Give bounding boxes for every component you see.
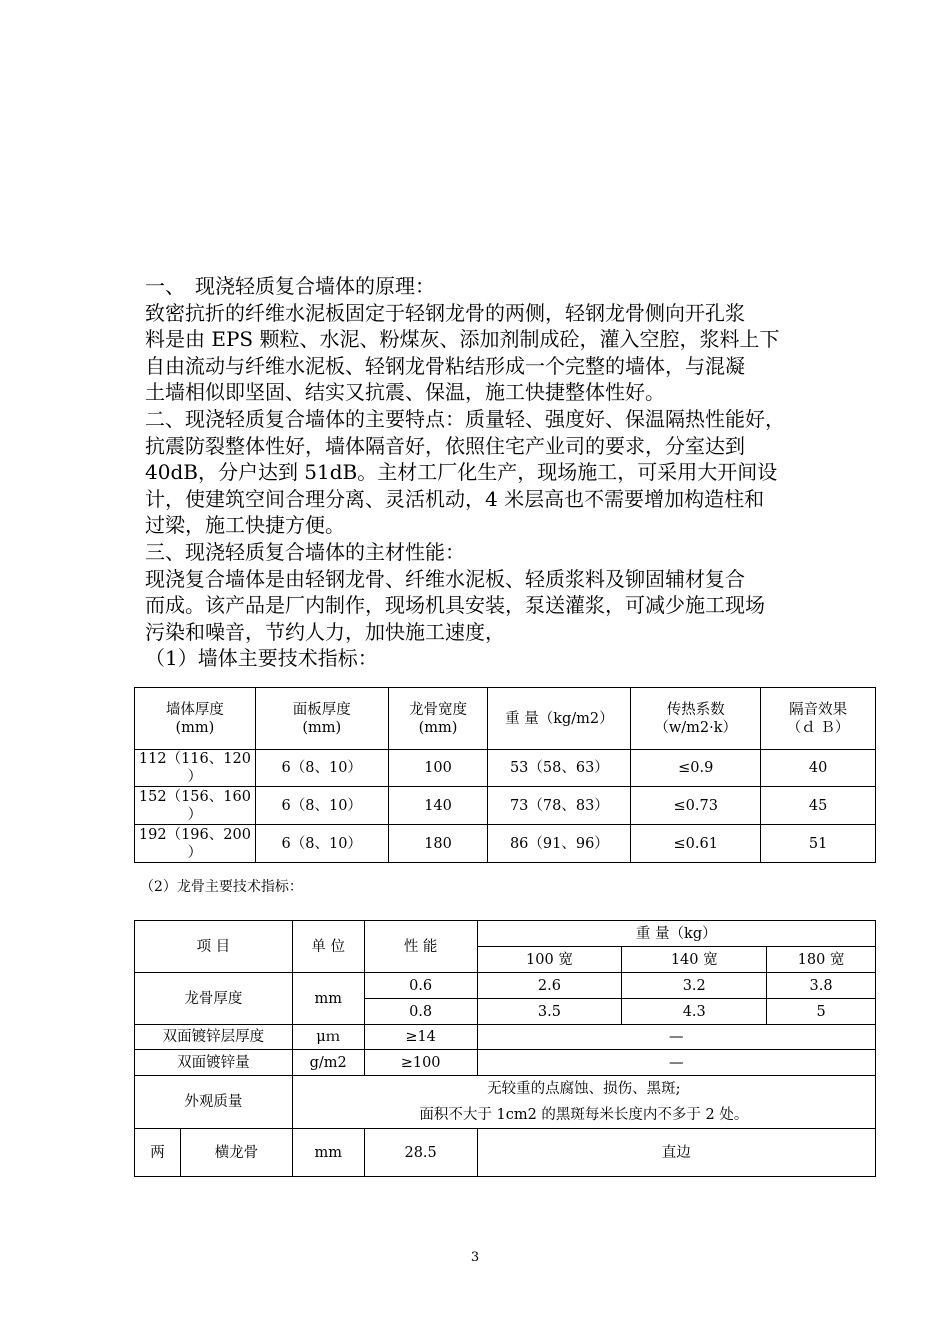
header-cell: 性 能: [364, 921, 477, 973]
table-cell: 112（116、120 ）: [135, 750, 256, 787]
header-cell: 传热系数 （w/m2·k）: [631, 688, 761, 750]
table-cell: 53（58、63）: [488, 750, 631, 787]
table-cell: 无较重的点腐蚀、损伤、黑斑; 面积不大于 1cm2 的黑斑每米长度内不多于 2 处。: [292, 1076, 875, 1129]
table-cell: g/m2: [292, 1050, 364, 1076]
table-cell: 双面镀锌层厚度: [135, 1025, 293, 1050]
table-row: [135, 1129, 876, 1177]
table-row: [135, 750, 876, 787]
header-cell: 面板厚度 (mm): [255, 688, 388, 750]
paragraph-line: 计，使建筑空间合理分离、灵活机动，4 米层高也不需要增加构造柱和: [145, 486, 765, 511]
table-cell: 140: [388, 787, 488, 825]
section-heading-3: 三、现浇轻质复合墙体的主材性能：: [145, 539, 465, 564]
table-cell: 192（196、200 ）: [135, 825, 256, 863]
table-cell: 横龙骨: [180, 1129, 292, 1177]
table-cell: 外观质量: [135, 1076, 293, 1129]
header-cell: 重 量（kg/m2）: [488, 688, 631, 750]
paragraph-line: 土墙相似即坚固、结实又抗震、保温，施工快捷整体性好。: [145, 380, 665, 405]
table-header-row: [135, 688, 876, 750]
paragraph-line: 抗震防裂整体性好，墙体隔音好，依照住宅产业司的要求，分室达到: [145, 433, 745, 458]
table-cell: 180: [388, 825, 488, 863]
table-cell: ≥100: [364, 1050, 477, 1076]
table-row: [135, 973, 876, 999]
table-cell: mm: [292, 1129, 364, 1177]
page-number: 3: [470, 1250, 480, 1265]
table-cell: 28.5: [364, 1129, 477, 1177]
section-heading-2: 二、现浇轻质复合墙体的主要特点：质量轻、强度好、保温隔热性能好，: [145, 406, 785, 431]
table-cell: ≤0.9: [631, 750, 761, 787]
table-cell: 3.5: [477, 999, 622, 1025]
header-cell: 140 宽: [622, 947, 767, 973]
table-cell: 龙骨厚度: [135, 973, 293, 1025]
table-cell: 3.2: [622, 973, 767, 999]
table-cell: 6（8、10）: [255, 825, 388, 863]
table-cell: —: [477, 1050, 875, 1076]
table-row: [135, 825, 876, 863]
header-cell: 项 目: [135, 921, 293, 973]
table-cell: 3.8: [767, 973, 876, 999]
table-cell: 0.8: [364, 999, 477, 1025]
table-cell: 6（8、10）: [255, 787, 388, 825]
header-cell: 龙骨宽度 (mm): [388, 688, 488, 750]
table-cell: ≤0.73: [631, 787, 761, 825]
paragraph-line: 现浇复合墙体是由轻钢龙骨、纤维水泥板、轻质浆料及铆固辅材复合: [145, 566, 745, 591]
table-header-row: [135, 921, 876, 947]
header-cell: 100 宽: [477, 947, 622, 973]
table-cell: 152（156、160 ）: [135, 787, 256, 825]
table-cell: 73（78、83）: [488, 787, 631, 825]
table-cell: 40: [761, 750, 876, 787]
table-cell: 2.6: [477, 973, 622, 999]
table-cell: 0.6: [364, 973, 477, 999]
table-cell: 直边: [477, 1129, 875, 1177]
paragraph-line: 40dB，分户达到 51dB。主材工厂化生产，现场施工，可采用大开间设: [145, 460, 778, 485]
table-cell: 100: [388, 750, 488, 787]
header-cell: 墙体厚度 (mm): [135, 688, 256, 750]
section-heading-1: 一、 现浇轻质复合墙体的原理：: [145, 274, 435, 298]
table-cell: 45: [761, 787, 876, 825]
paragraph-line: 污染和噪音，节约人力，加快施工速度，: [145, 619, 505, 644]
table-cell: —: [477, 1025, 875, 1050]
table-row: [135, 787, 876, 825]
paragraph-line: 过梁，施工快捷方便。: [145, 513, 345, 538]
table-cell: 86（91、96）: [488, 825, 631, 863]
header-cell: 重 量（kg）: [477, 921, 875, 947]
table-cell: 双面镀锌量: [135, 1050, 293, 1076]
table-cell: 5: [767, 999, 876, 1025]
paragraph-line: 致密抗折的纤维水泥板固定于轻钢龙骨的两侧，轻钢龙骨侧向开孔浆: [145, 300, 745, 325]
table-cell: μｍ: [292, 1025, 364, 1050]
table-row: [135, 1025, 876, 1050]
header-cell: 隔音效果 （ｄ Ｂ）: [761, 688, 876, 750]
keel-specs-table: [134, 920, 876, 1177]
table-row: [135, 1050, 876, 1076]
header-cell: 180 宽: [767, 947, 876, 973]
table2-caption: （2）龙骨主要技术指标：: [140, 879, 303, 895]
subsection-heading: （1）墙体主要技术指标：: [145, 646, 378, 671]
table-cell: 两: [135, 1129, 181, 1177]
header-cell: 单 位: [292, 921, 364, 973]
table-cell: ≥14: [364, 1025, 477, 1050]
table-row: [135, 1076, 876, 1129]
table-cell: ≤0.61: [631, 825, 761, 863]
table-cell: mm: [292, 973, 364, 1025]
wall-specs-table: [134, 687, 876, 863]
paragraph-line: 料是由 EPS 颗粒、水泥、粉煤灰、添加剂制成砼，灌入空腔，浆料上下: [145, 327, 780, 352]
body-text: [145, 273, 825, 672]
paragraph-line: 而成。该产品是厂内制作，现场机具安装，泵送灌浆，可减少施工现场: [145, 593, 765, 618]
table-cell: 51: [761, 825, 876, 863]
paragraph-line: 自由流动与纤维水泥板、轻钢龙骨粘结形成一个完整的墙体，与混凝: [145, 353, 745, 378]
table-cell: 6（8、10）: [255, 750, 388, 787]
table-cell: 4.3: [622, 999, 767, 1025]
